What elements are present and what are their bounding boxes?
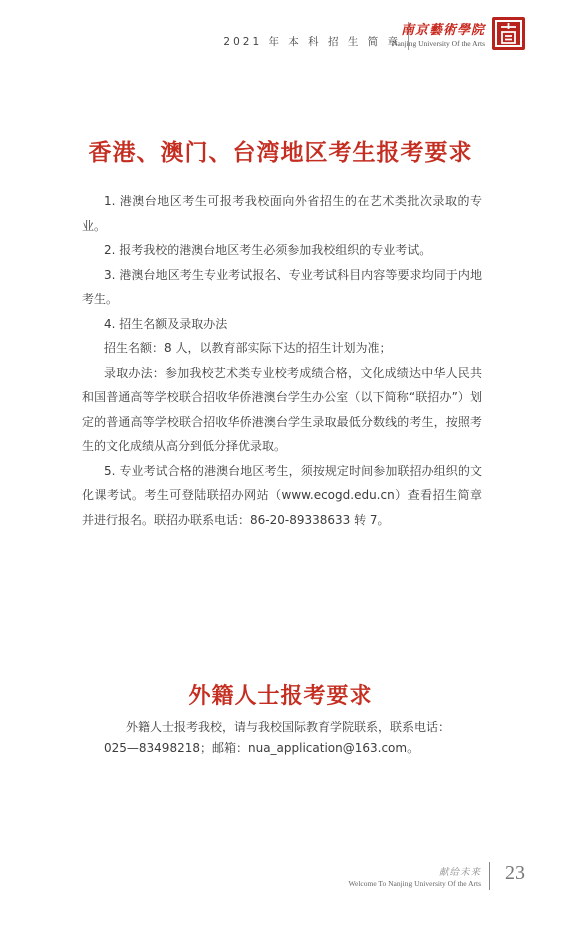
requirement-paragraph-5: 5. 专业考试合格的港澳台地区考生，须按规定时间参加联招办组织的文化课考试。考生可登陆联招办网站（www.ecogd.edu.cn）查看招生简章并进行报名。联招办联系电话：86-20-89338633 转 7。	[82, 463, 482, 527]
footer-welcome: Welcome To Nanjing University Of the Arts	[348, 879, 481, 888]
footer-divider	[489, 862, 490, 890]
requirement-paragraph-3: 3. 港澳台地区考生专业考试报名、专业考试科目内容等要求均同于内地考生。	[82, 267, 482, 306]
foreign-contact-line-1: 外籍人士报考我校，请与我校国际教育学院联系，联系电话：	[126, 720, 451, 734]
page-number: 23	[505, 862, 525, 884]
university-logo-en: Nanjing University Of the Arts	[392, 39, 485, 48]
foreign-applicants-requirements	[104, 717, 484, 759]
university-seal-icon	[492, 17, 525, 50]
university-logo-cn: 南京藝術學院	[400, 23, 485, 38]
quota-paragraph: 招生名额：8 人，以教育部实际下达的招生计划为准；	[104, 341, 392, 355]
hk-macao-taiwan-requirements	[82, 189, 482, 532]
brochure-title: 2021 年 本 科 招 生 简 章	[223, 36, 401, 48]
hk-macao-taiwan-title: 香港、澳门、台湾地区考生报考要求	[88, 139, 473, 167]
foreign-applicants-title: 外籍人士报考要求	[188, 682, 373, 709]
admission-method-paragraph: 录取办法：参加我校艺术类专业校考成绩合格，文化成绩达中华人民共和国普通高等学校联合招收华侨港澳台学生办公室（以下简称“联招办”）划定的普通高等学校联合招收华侨港澳台学生录取最低分数线的考生，按照考生的文化成绩从高分到低分择优录取。	[82, 365, 482, 453]
requirement-paragraph-1: 1. 港澳台地区考生可报考我校面向外省招生的在艺术类批次录取的专业。	[82, 194, 482, 233]
page-header	[0, 16, 525, 56]
foreign-contact-line-2: 025—83498218；邮箱：nua_application@163.com。	[104, 741, 420, 755]
footer-slogan: 献给未来	[438, 867, 481, 878]
page-footer	[285, 860, 525, 894]
requirement-paragraph-2: 2. 报考我校的港澳台地区考生必须参加我校组织的专业考试。	[104, 243, 432, 257]
requirement-paragraph-4: 4. 招生名额及录取办法	[104, 316, 228, 331]
